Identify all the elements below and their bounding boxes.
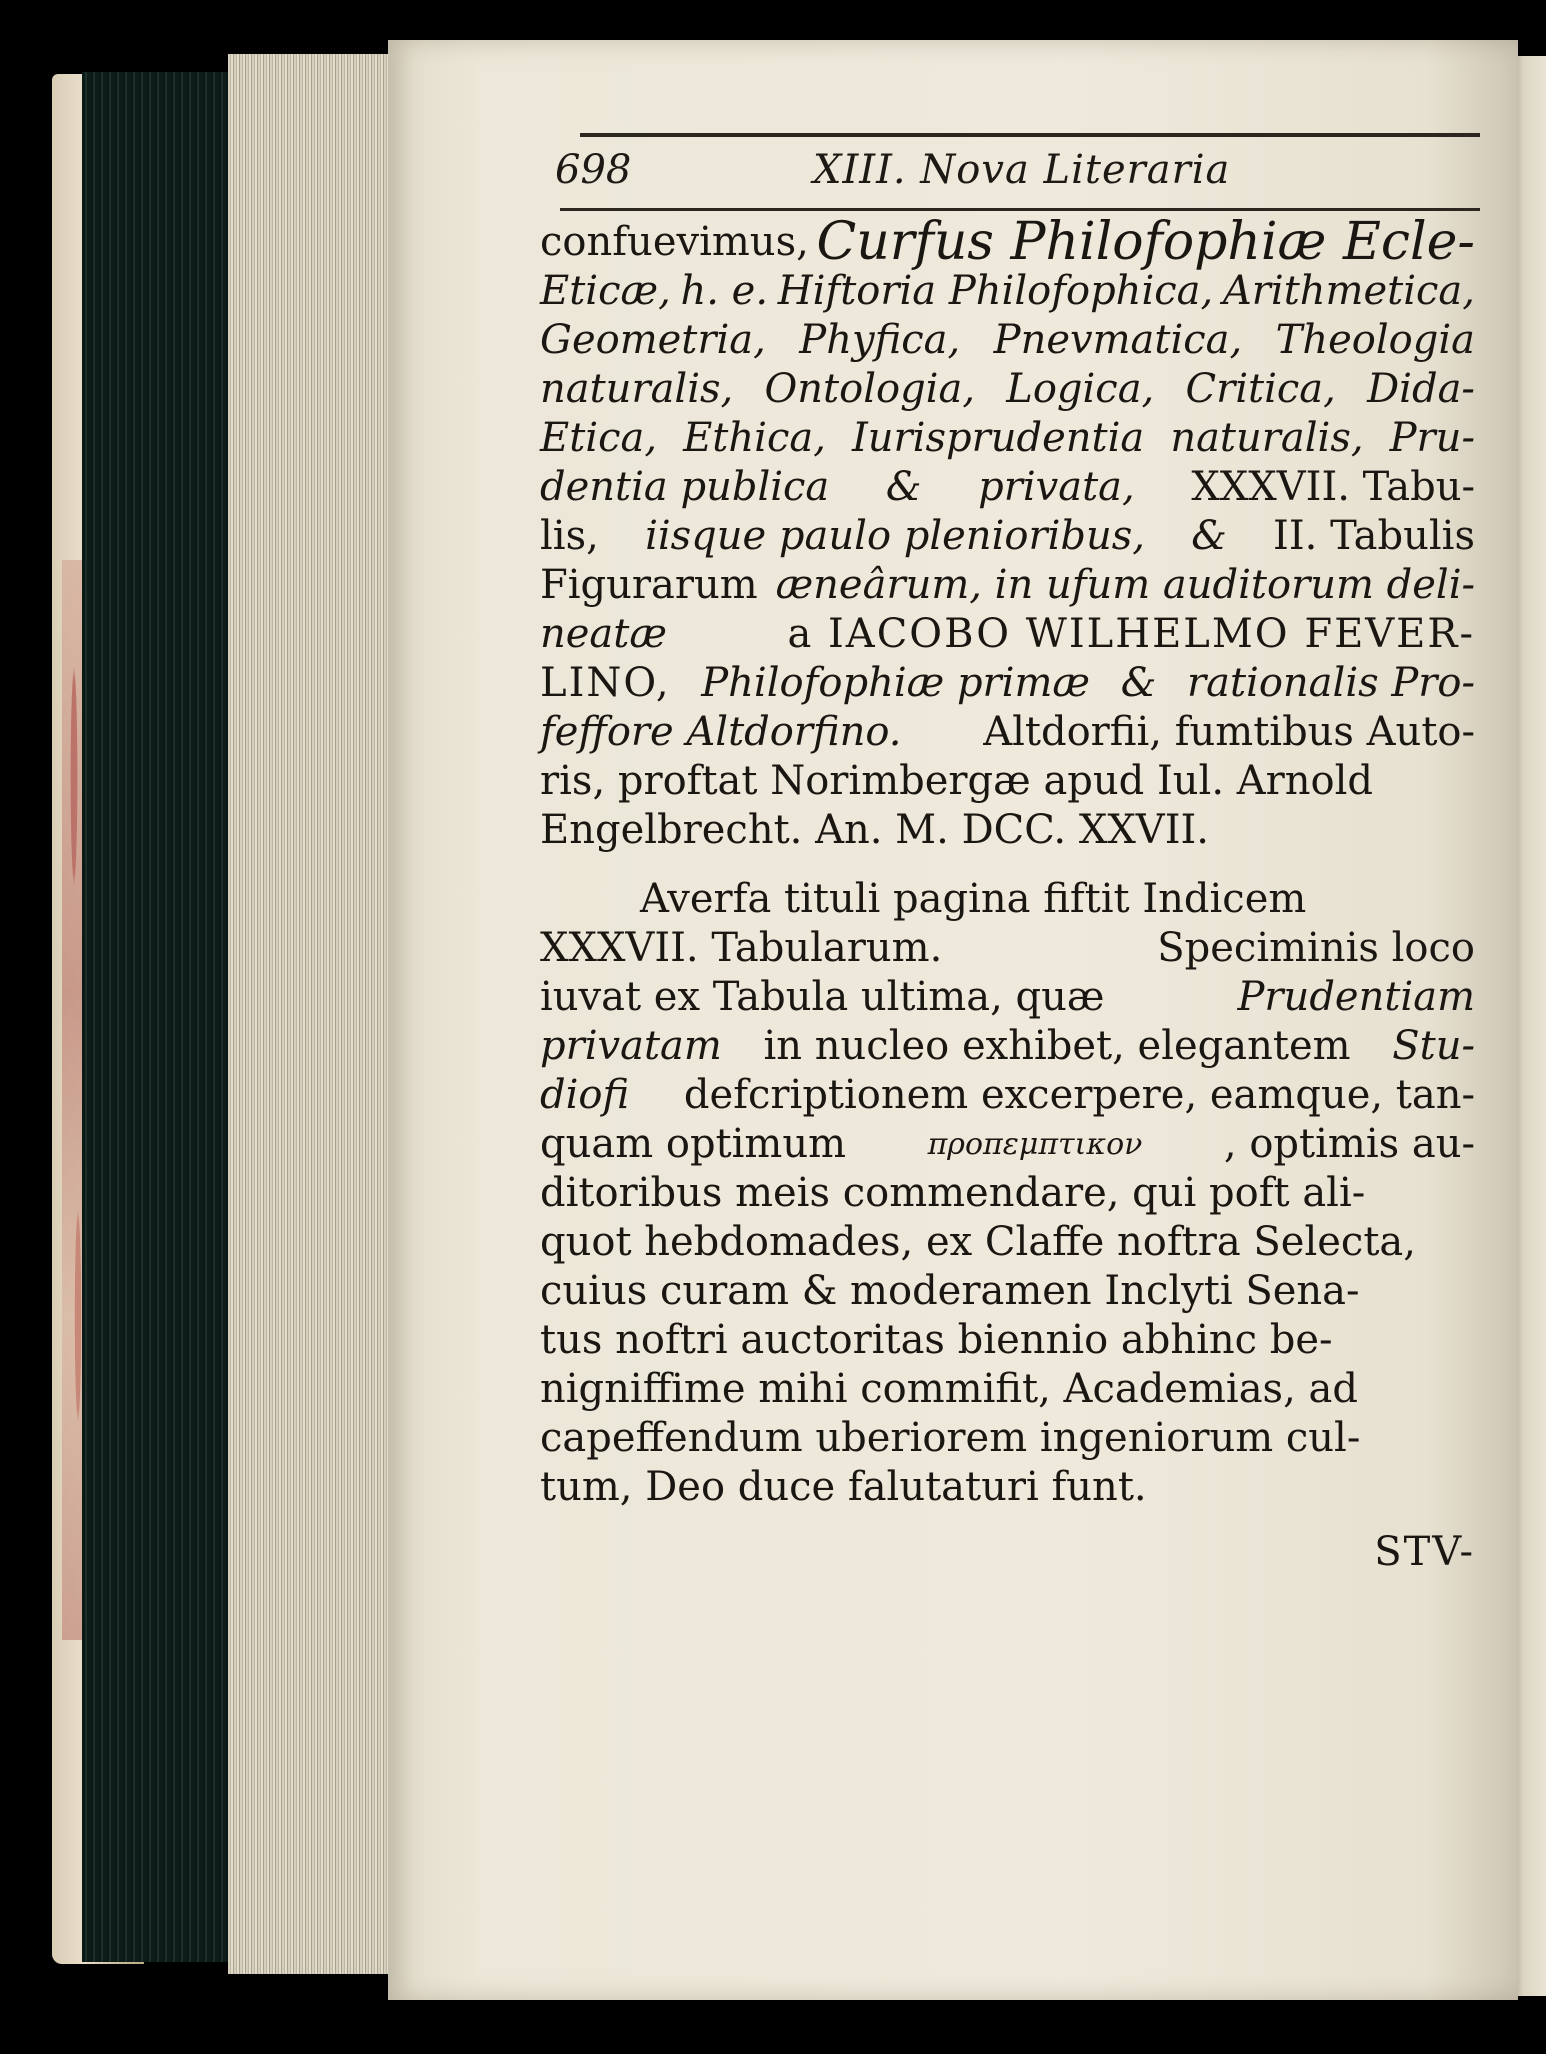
text-line: dentia publica & privata, XXXVII. Tabu- [540,464,1475,510]
text-line: confuevimus, Curfus Philofophiæ Ecle- [540,212,1475,272]
body-text [540,212,1475,1577]
text-line: ris, proftat Norimbergæ apud Iul. Arnold [540,758,1374,804]
text-line: naturalis, Ontologia, Logica, Critica, Dida- [540,366,1475,412]
text-line: LINO, Philofophiæ primæ & rationalis Pro- [540,660,1475,706]
text-line: quot hebdomades, ex Claffe noftra Selecta, [540,1219,1416,1265]
text-line: nigniffime mihi commifit, Academias, ad [540,1366,1358,1412]
text-line: ditoribus meis commendare, qui poft ali- [540,1170,1366,1216]
header-rule-top [580,133,1480,137]
text-line: Geometria, Phyfica, Pnevmatica, Theologia [540,317,1475,363]
page-header [555,145,1480,205]
catchword: STV- [1374,1529,1475,1575]
text-line: Averfa tituli pagina fiftit Indicem [640,876,1307,922]
text-line: quam optimum προπεμπτικον , optimis au- [540,1121,1475,1167]
text-line: Figurarum æneârum, in ufum auditorum deli- [540,562,1475,608]
text-line: tus noftri auctoritas biennio abhinc be- [540,1317,1333,1363]
running-head: XIII. Nova Literaria [813,147,1231,193]
header-rule-bottom [560,208,1480,211]
text-line: tum, Deo duce falutaturi funt. [540,1464,1147,1510]
catchword-line [540,1512,1475,1577]
page-leaves [228,54,398,1974]
text-line: diofi defcriptionem excerpere, eamque, tan- [540,1072,1475,1118]
text-line: Engelbrecht. An. M. DCC. XXVII. [540,807,1210,853]
text-line: privatam in nucleo exhibet, elegantem Stu- [540,1023,1475,1069]
text-line: iuvat ex Tabula ultima, quæ Prudentiam [540,974,1475,1020]
text-line: Etica, Ethica, Iurisprudentia naturalis, Pru- [540,415,1475,461]
text-line: cuius curam & moderamen Inclyti Sena- [540,1268,1360,1314]
text-line: lis, iisque paulo plenioribus, & II. Tabulis [540,513,1475,559]
text-line: XXXVII. Tabularum. Speciminis loco [540,925,1475,971]
page-number: 698 [555,147,632,193]
text-line: Eticæ, h. e. Hiftoria Philofophica, Arithmetica, [540,268,1475,314]
text-line: neatæ a IACOBO WILHELMO FEVER- [540,611,1475,657]
text-line: feffore Altdorfino. Altdorfii, fumtibus Auto- [540,709,1475,755]
text-line: capeffendum uberiorem ingeniorum cul- [540,1415,1361,1461]
